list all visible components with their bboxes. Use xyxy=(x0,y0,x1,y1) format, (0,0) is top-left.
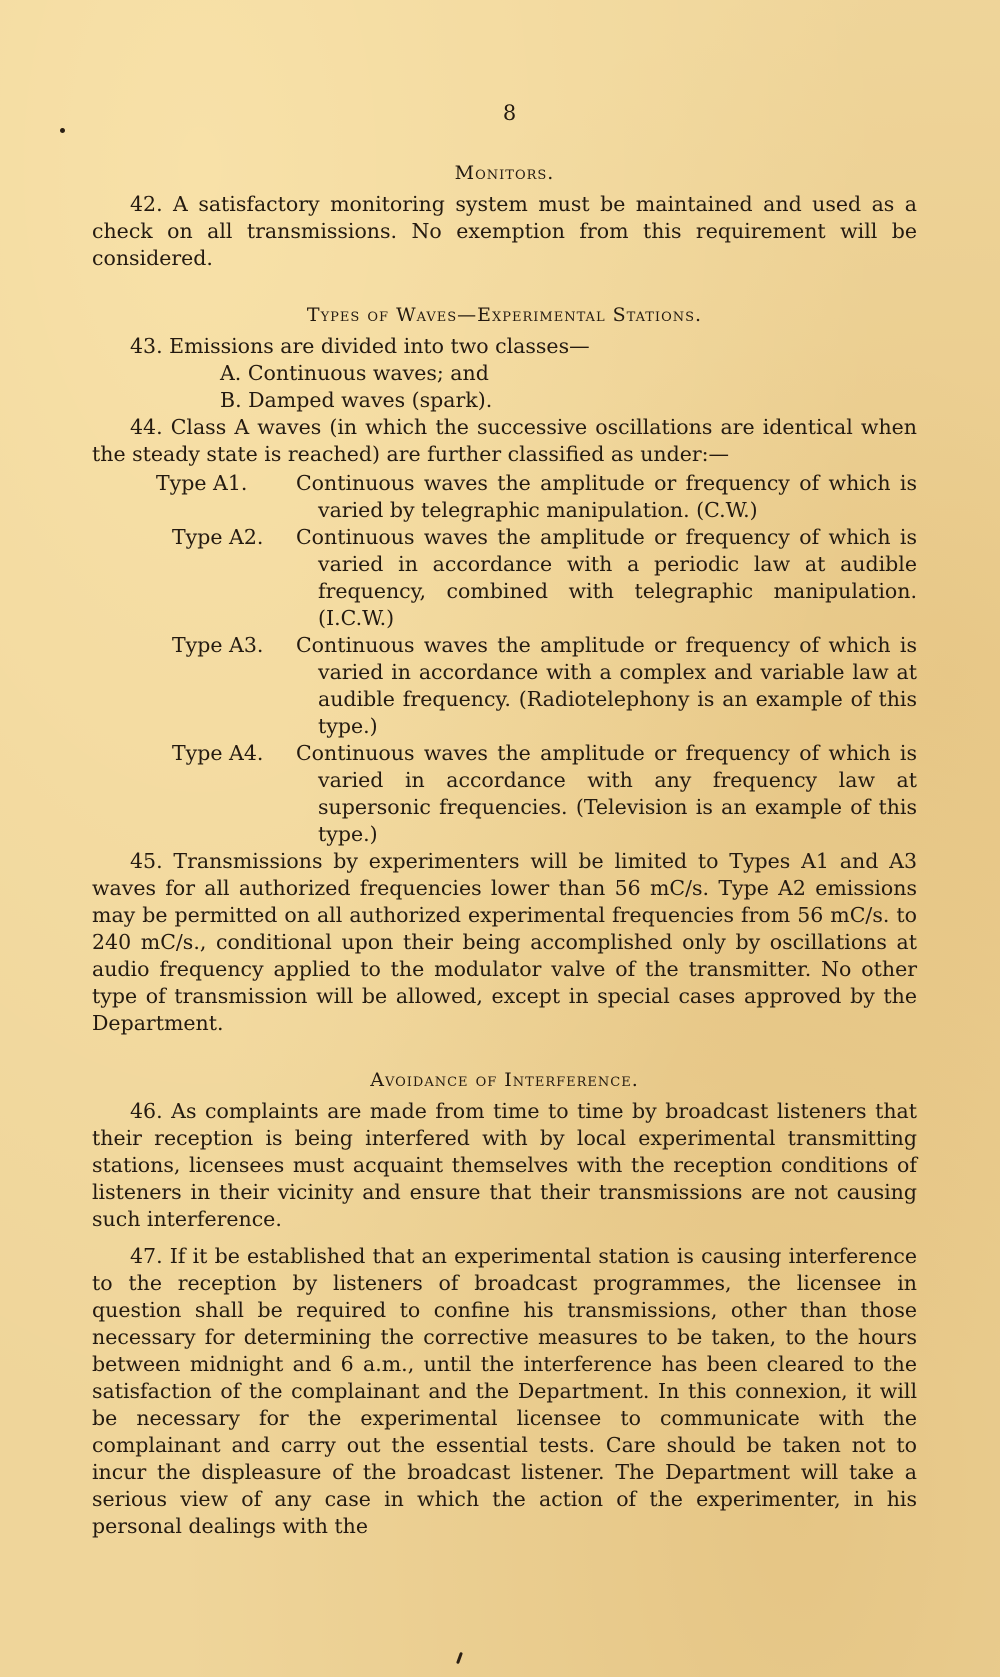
paragraph-43: 43. Emissions are divided into two classes— xyxy=(130,334,590,358)
page-body xyxy=(92,100,917,1540)
type-description: Continuous waves the amplitude or frequency of which is varied by telegraphic manipulation. (C.W.) xyxy=(296,471,917,522)
type-entry-a2 xyxy=(156,524,917,632)
type-label: Type A2. xyxy=(172,525,264,549)
paragraph-46: 46. As complaints are made from time to time by broadcast listeners that their reception is being interfered with by local experimental transmitting stations, licensees must acquaint themselves with the reception conditions of listeners in their vicinity and ensure that their transmissions are not causing such interference. xyxy=(92,1099,917,1231)
type-label: Type A3. xyxy=(172,633,264,657)
type-description: Continuous waves the amplitude or frequency of which is varied in accordance with a periodic law at audible frequency, combined with telegraphic manipulation. (I.C.W.) xyxy=(296,525,917,630)
section-heading-monitors: Monitors. xyxy=(454,162,555,184)
section-heading-avoidance-of-interference: Avoidance of Interference. xyxy=(370,1069,639,1091)
ink-mark xyxy=(456,1652,463,1664)
type-entry-a3 xyxy=(156,632,917,740)
paragraph-45: 45. Transmissions by experimenters will be limited to Types A1 and A3 waves for all authorized frequencies lower than 56 mC/s. Type A2 emissions may be permitted on all authorized experimental frequencies from 56 mC/s. to 240 mC/s., conditional upon their being accomplished only by oscillations at audio frequency applied to the modulator valve of the transmitter. No other type of transmission will be allowed, except in special cases approved by the Department. xyxy=(92,849,917,1035)
type-description: Continuous waves the amplitude or frequency of which is varied in accordance with any frequency law at supersonic frequencies. (Television is an example of this type.) xyxy=(296,741,917,846)
class-b-item: B. Damped waves (spark). xyxy=(220,388,493,412)
paragraph-42: 42. A satisfactory monitoring system must be maintained and used as a check on all transmissions. No exemption from this requirement will be considered. xyxy=(92,192,917,270)
page-number: 8 xyxy=(502,101,517,125)
type-description: Continuous waves the amplitude or frequency of which is varied in accordance with a complex and variable law at audible frequency. (Radiotelephony is an example of this type.) xyxy=(296,633,917,738)
class-a-item: A. Continuous waves; and xyxy=(220,361,489,385)
type-entry-a1 xyxy=(156,470,917,524)
margin-dot xyxy=(60,128,65,133)
type-entry-a4 xyxy=(156,740,917,848)
wave-types-list xyxy=(156,470,917,848)
paragraph-47: 47. If it be established that an experimental station is causing interference to the reception by listeners of broadcast programmes, the licensee in question shall be required to confine his transmissions, other than those necessary for determining the corrective measures to be taken, to the hours between midnight and 6 a.m., until the interference has been cleared to the satisfaction of the complainant and the Department. In this connexion, it will be necessary for the experimental licensee to communicate with the complainant and carry out the essential tests. Care should be taken not to incur the displeasure of the broadcast listener. The Department will take a serious view of any case in which the action of the experimenter, in his personal dealings with the xyxy=(92,1244,917,1538)
type-label: Type A1. xyxy=(156,471,248,495)
emission-classes-list xyxy=(220,360,917,414)
paragraph-44: 44. Class A waves (in which the successive oscillations are identical when the steady state is reached) are further classified as under:— xyxy=(92,415,917,466)
section-heading-types-of-waves: Types of Waves—Experimental Stations. xyxy=(306,304,703,326)
type-label: Type A4. xyxy=(172,741,264,765)
